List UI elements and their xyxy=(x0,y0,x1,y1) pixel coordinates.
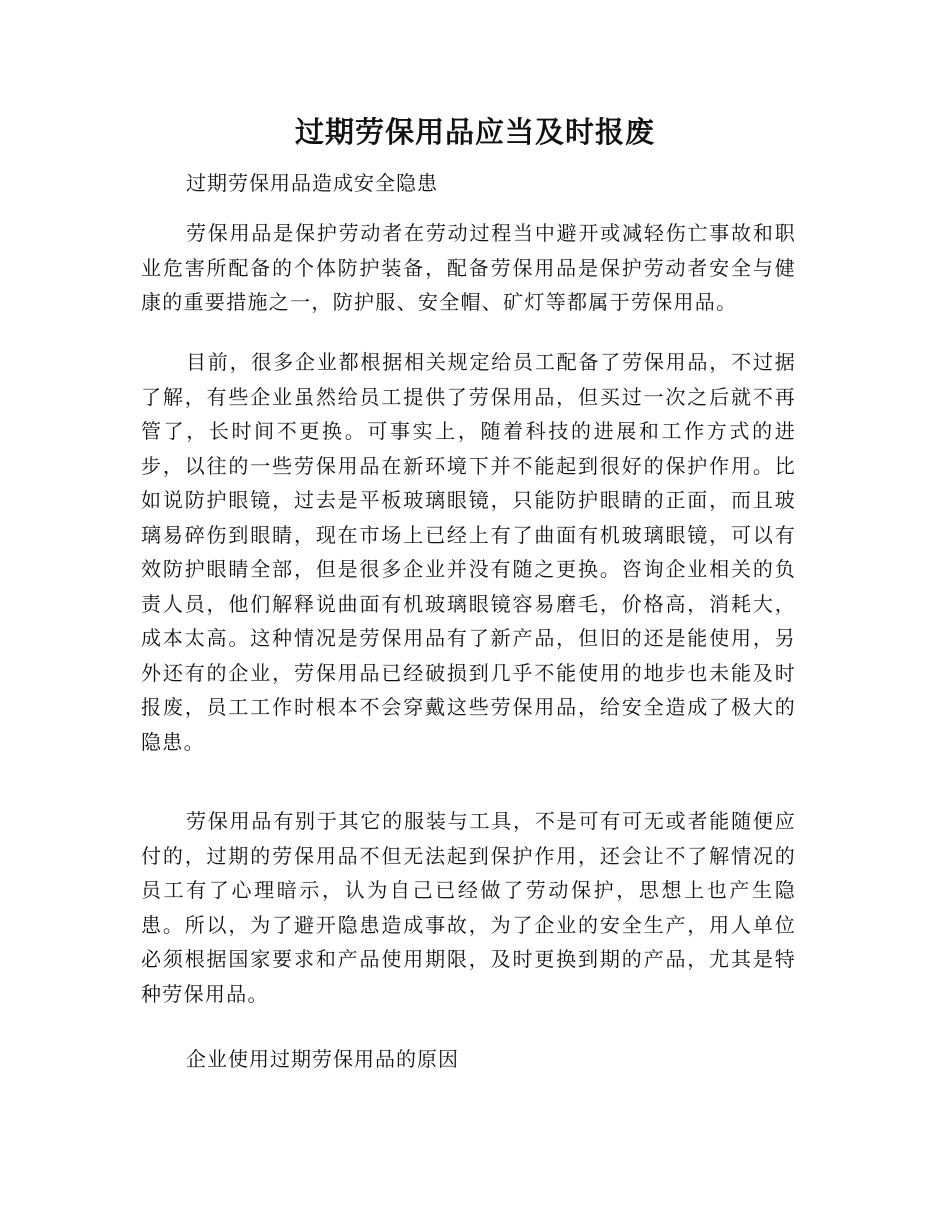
paragraph-importance: 劳保用品有别于其它的服装与工具，不是可有可无或者能随便应付的，过期的劳保用品不但无法起到保护作用，还会让不了解情况的员工有了心理暗示，认为自己已经做了劳动保护，思想上也产生隐患。所以，为了避开隐患造成事故，为了企业的安全生产，用人单位必须根据国家要求和产品使用期限，及时更换到期的产品，尤其是特种劳保用品。 xyxy=(141,809,796,1006)
section-heading-safety-hazards: 过期劳保用品造成安全隐患 xyxy=(186,171,438,195)
paragraph-current-situation: 目前，很多企业都根据相关规定给员工配备了劳保用品，不过据了解，有些企业虽然给员工提供了劳保用品，但买过一次之后就不再管了，长时间不更换。可事实上，随着科技的进展和工作方式的进步，以往的一些劳保用品在新环境下并不能起到很好的保护作用。比如说防护眼镜，过去是平板玻璃眼镜，只能防护眼睛的正面，而且玻璃易碎伤到眼睛，现在市场上已经上有了曲面有机玻璃眼镜，可以有效防护眼睛全部，但是很多企业并没有随之更换。咨询企业相关的负责人员，他们解释说曲面有机玻璃眼镜容易磨毛，价格高，消耗大，成本太高。这种情况是劳保用品有了新产品，但旧的还是能使用，另外还有的企业，劳保用品已经破损到几乎不能使用的地步也未能及时报废，员工工作时根本不会穿戴这些劳保用品，给安全造成了极大的隐患。 xyxy=(141,350,796,754)
paragraph-definition: 劳保用品是保护劳动者在劳动过程当中避开或减轻伤亡事故和职业危害所配备的个体防护装备，配备劳保用品是保护劳动者安全与健康的重要措施之一，防护服、安全帽、矿灯等都属于劳保用品。 xyxy=(141,221,796,314)
document-title: 过期劳保用品应当及时报废 xyxy=(294,115,655,149)
section-heading-reasons: 企业使用过期劳保用品的原因 xyxy=(186,1047,459,1071)
